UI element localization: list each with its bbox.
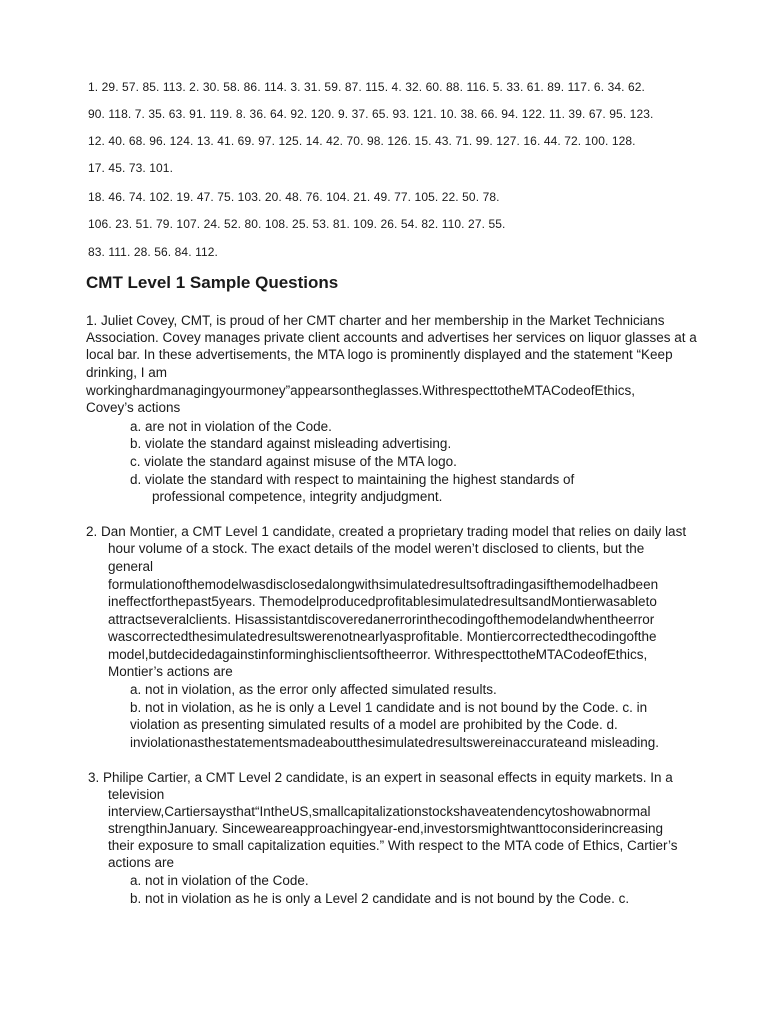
question-3-text: strengthinJanuary. Sinceweareapproachingyear-end,investorsmightwanttoconsiderincreasing bbox=[108, 821, 664, 836]
question-1-text: 1. Juliet Covey, CMT, is proud of her CMT charter and her membership in the Market Technicians bbox=[86, 313, 665, 328]
question-2-text: model,butdecidedagainstinforminghisclientsoftheerror. WithrespecttotheMTACodeofEthics, bbox=[108, 647, 648, 662]
question-2-option-b: b. not in violation, as he is only a Level 1 candidate and is not bound by the Code. c. in bbox=[130, 700, 648, 715]
answer-key-line: 17. 45. 73. 101. bbox=[88, 161, 174, 175]
question-1-text: drinking, I am bbox=[86, 365, 168, 380]
question-2-option-c: violation as presenting simulated results of a model are prohibited by the Code. d. bbox=[130, 717, 618, 732]
question-1-option-a: a. are not in violation of the Code. bbox=[130, 419, 332, 434]
question-1-text: local bar. In these advertisements, the MTA logo is prominently displayed and the statement “Keep bbox=[86, 347, 673, 362]
question-3-text: 3. Philipe Cartier, a CMT Level 2 candidate, is an expert in seasonal effects in equity markets. In a bbox=[88, 770, 673, 785]
question-3-text: actions are bbox=[108, 855, 175, 870]
question-1-option-d: professional competence, integrity andjudgment. bbox=[152, 489, 443, 504]
question-2-text: attractseveralclients. Hisassistantdiscoveredanerrorinthecodingofthemodelandwhentheerror bbox=[108, 612, 655, 627]
page-title: CMT Level 1 Sample Questions bbox=[86, 273, 339, 292]
question-1-text: Association. Covey manages private client accounts and advertises her services on liquor glasses at a bbox=[86, 330, 697, 345]
question-2-text: Montier’s actions are bbox=[108, 664, 233, 679]
answer-key-line: 90. 118. 7. 35. 63. 91. 119. 8. 36. 64. 92. 120. 9. 37. 65. 93. 121. 10. 38. 66. 94. 122. 11. 39. 67. 95. 123. bbox=[88, 107, 654, 121]
question-2-text: 2. Dan Montier, a CMT Level 1 candidate, created a proprietary trading model that relies on daily last bbox=[86, 524, 687, 539]
question-1-text: Covey’s actions bbox=[86, 400, 181, 415]
question-2-option-d: inviolationasthestatementsmadeaboutthesimulatedresultswereinaccurateand misleading. bbox=[130, 735, 660, 750]
question-3-text: television bbox=[108, 787, 165, 802]
answer-key-line: 12. 40. 68. 96. 124. 13. 41. 69. 97. 125. 14. 42. 70. 98. 126. 15. 43. 71. 99. 127. 16. 44. 72. 100. 128. bbox=[88, 134, 636, 148]
question-1-text: workinghardmanagingyourmoney”appearsontheglasses.WithrespecttotheMTACodeofEthics, bbox=[86, 383, 636, 398]
question-2-text: general bbox=[108, 559, 154, 574]
question-3-text: their exposure to small capitalization equities.” With respect to the MTA code of Ethics, Cartier’s bbox=[108, 838, 678, 853]
question-2-text: wascorrectedthesimulatedresultswerenotnearlyasprofitable. Montiercorrectedthecodingofthe bbox=[108, 629, 657, 644]
question-1-option-d: d. violate the standard with respect to maintaining the highest standards of bbox=[130, 472, 575, 487]
question-3-option-b: b. not in violation as he is only a Level 2 candidate and is not bound by the Code. c. bbox=[130, 891, 630, 906]
answer-key-line: 106. 23. 51. 79. 107. 24. 52. 80. 108. 25. 53. 81. 109. 26. 54. 82. 110. 27. 55. bbox=[88, 217, 506, 231]
question-3-text: interview,Cartiersaysthat“IntheUS,smallcapitalizationstockshaveatendencytoshowabnormal bbox=[108, 804, 651, 819]
question-2-text: hour volume of a stock. The exact details of the model weren’t disclosed to clients, but the bbox=[108, 541, 645, 556]
question-2-option-a: a. not in violation, as the error only affected simulated results. bbox=[130, 682, 497, 697]
answer-key-line: 83. 111. 28. 56. 84. 112. bbox=[88, 245, 218, 259]
question-2-text: formulationofthemodelwasdisclosedalongwithsimulatedresultsoftradingasifthemodelhadbeen bbox=[108, 577, 659, 592]
question-3-option-a: a. not in violation of the Code. bbox=[130, 873, 309, 888]
answer-key-line: 18. 46. 74. 102. 19. 47. 75. 103. 20. 48. 76. 104. 21. 49. 77. 105. 22. 50. 78. bbox=[88, 190, 500, 204]
question-1-option-b: b. violate the standard against misleading advertising. bbox=[130, 436, 452, 451]
answer-key-line: 1. 29. 57. 85. 113. 2. 30. 58. 86. 114. 3. 31. 59. 87. 115. 4. 32. 60. 88. 116. 5. 33. 61. 89. 117. 6. 34. 62. bbox=[88, 80, 645, 94]
question-1-option-c: c. violate the standard against misuse of the MTA logo. bbox=[130, 454, 457, 469]
question-2-text: ineffectforthepast5years. ThemodelproducedprofitablesimulatedresultsandMontierwasableto bbox=[108, 594, 657, 609]
